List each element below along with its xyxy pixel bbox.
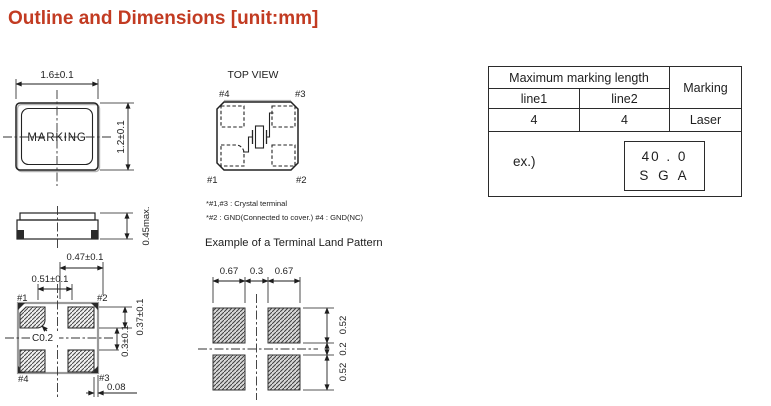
top-view-pin-2: #2 [296,175,307,186]
marking-label: MARKING [27,132,87,144]
dim-pad-gap: 0.3±0.1 [120,325,131,357]
land-dim-right-pad: 0.67 [274,266,294,277]
bottom-view-pin-4: #4 [18,374,29,385]
terminal-pad-3 [272,106,295,127]
dim-edge-gap: 0.08 [107,382,126,393]
bottom-view-pin-1: #1 [17,293,28,304]
package-top-outline-drawing [3,70,134,186]
land-pad-tl [213,308,245,343]
marking-example-line2: S G A [639,168,690,183]
land-dim-mid-gap: 0.2 [338,342,349,356]
page-title: Outline and Dimensions [unit:mm] [8,8,319,29]
marking-example-line1: 40 . 0 [641,149,688,164]
terminal-pad-4 [221,106,244,127]
dim-package-height: 1.2±0.1 [116,120,127,154]
land-pattern-drawing [198,266,349,400]
dim-pad-width-left: 0.51±0.1 [31,274,69,285]
land-dim-left-pad: 0.67 [219,266,239,277]
example-label: ex.) [513,154,536,169]
top-view-title: TOP VIEW [227,69,279,81]
land-pad-bl [213,355,245,390]
land-pad-br [268,355,300,390]
table-header-marking: Marking [670,67,742,109]
table-header-line1: line1 [489,89,580,109]
table-value-marking: Laser [670,109,742,132]
bottom-pad-2 [68,307,94,328]
bottom-view-pin-2: #2 [97,293,108,304]
table-header-max-marking-length: Maximum marking length [489,67,670,89]
dim-pad-height: 0.37±0.1 [135,298,146,336]
top-view-pin-4: #4 [219,89,230,100]
note-line1: *#1,#3 : Crystal terminal [206,199,288,208]
table-value-line1: 4 [489,109,580,132]
side-view-drawing [17,206,152,249]
top-view-pin-1: #1 [207,175,218,186]
land-dim-center-gap: 0.3 [249,266,264,277]
terminal-pad-1 [221,145,244,166]
crystal-symbol [243,113,274,152]
note-line2: *#2 : GND(Connected to cover.) #4 : GND(NC) [206,213,363,222]
top-view-drawing [207,69,307,186]
land-pattern-heading: Example of a Terminal Land Pattern [205,237,383,249]
land-dim-bottom-pad: 0.52 [338,362,349,382]
table-header-line2: line2 [580,89,670,109]
dim-package-width: 1.6±0.1 [40,70,74,81]
side-electrode-right [91,230,98,239]
bottom-view-pin-3: #3 [99,373,110,384]
bottom-pad-3 [68,350,94,372]
table-value-line2: 4 [580,109,670,132]
chamfer-label: C0.2 [32,333,54,344]
terminal-pad-2 [272,145,295,166]
land-dim-top-pad: 0.52 [338,315,349,335]
bottom-pad-1 [20,307,45,328]
land-pad-tr [268,308,300,343]
bottom-pad-4 [20,350,45,372]
marking-example-box [624,141,705,191]
marking-table [488,66,742,197]
dim-package-thickness: 0.45max. [141,206,152,246]
marking-example-cell [489,132,742,197]
bottom-view-drawing [5,252,146,398]
side-electrode-left [17,230,24,239]
top-view-pin-3: #3 [295,89,306,100]
dim-pad-width-right: 0.47±0.1 [66,252,104,263]
